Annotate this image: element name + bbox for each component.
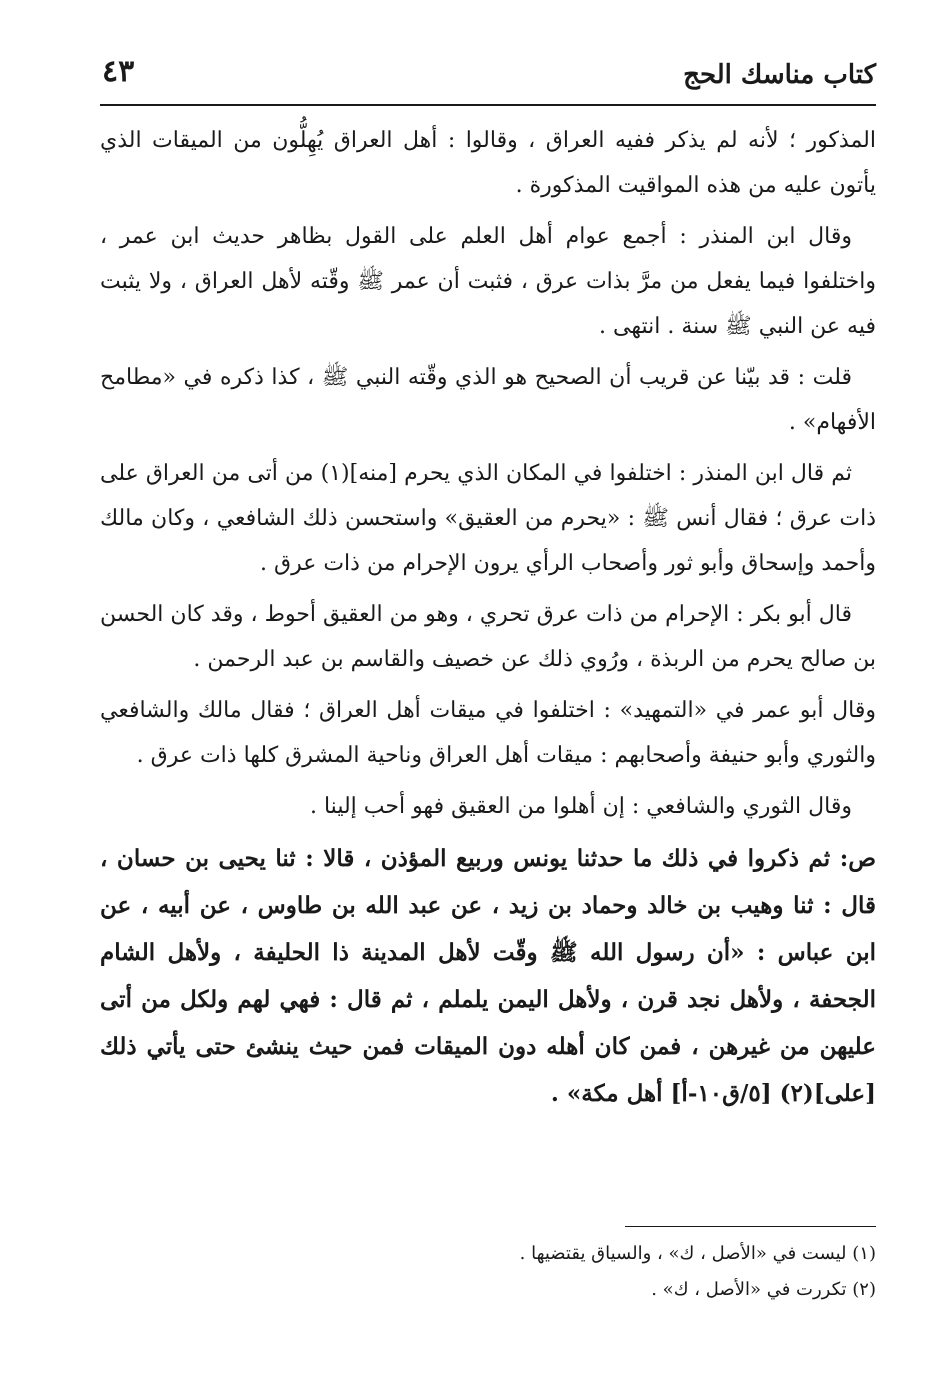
paragraph-6: وقال أبو عمر في «التمهيد» : اختلفوا في ميقات أهل العراق ؛ فقال مالك والشافعي والثوري وأبو حنيفة وأصحابهم : ميقات أهل العراق وناحية المشرق كلها ذات عرق . bbox=[100, 698, 876, 768]
paragraph-1: المذكور ؛ لأنه لم يذكر ففيه العراق ، وقالوا : أهل العراق يُهِلُّون من الميقات الذي يأتون عليه من هذه المواقيت المذكورة . bbox=[100, 128, 876, 198]
footnote-1: (١) ليست في «الأصل ، ك» ، والسياق يقتضيها . bbox=[519, 1243, 876, 1264]
footnote-divider bbox=[625, 1226, 876, 1227]
page-number: ٤٣ bbox=[102, 54, 135, 89]
body-text bbox=[100, 118, 876, 1123]
header-title: كتاب مناسك الحج bbox=[683, 60, 876, 90]
header-divider bbox=[100, 104, 876, 106]
paragraph-3: قلت : قد بيّنا عن قريب أن الصحيح هو الذي وقّته النبي ﷺ ، كذا ذكره في «مطامح الأفهام» . bbox=[100, 365, 876, 435]
paragraph-7: وقال الثوري والشافعي : إن أهلوا من العقيق فهو أحب إلينا . bbox=[309, 794, 852, 819]
paragraph-8-hadith: ص: ثم ذكروا في ذلك ما حدثنا يونس وربيع المؤذن ، قالا : ثنا يحيى بن حسان ، قال : ثنا وهيب بن خالد وحماد بن زيد ، عن عبد الله بن طاوس ، عن أبيه ، عن ابن عباس : «أن رسول الله ﷺ وقّت لأهل المدينة ذا الحليفة ، ولأهل الشام الجحفة ، ولأهل نجد قرن ، ولأهل اليمن يلملم ، ثم قال : فهي لهم ولكل من أتى عليهن من غيرهن ، فمن كان أهله دون الميقات فمن حيث ينشئ حتى يأتي ذلك [على](٢) [٥/ق١٠-أ] أهل مكة» . bbox=[100, 845, 876, 1107]
footnote-2: (٢) تكررت في «الأصل ، ك» . bbox=[651, 1279, 876, 1300]
paragraph-5: قال أبو بكر : الإحرام من ذات عرق تحري ، وهو من العقيق أحوط ، وقد كان الحسن بن صالح يحرم من الربذة ، ورُوي ذلك عن خصيف والقاسم بن عبد الرحمن . bbox=[100, 602, 876, 672]
paragraph-4: ثم قال ابن المنذر : اختلفوا في المكان الذي يحرم [منه](١) من أتى من العراق على ذات عرق ؛ فقال أنس ﷺ : «يحرم من العقيق» واستحسن ذلك الشافعي ، وكان مالك وأحمد وإسحاق وأبو ثور وأصحاب الرأي يرون الإحرام من ذات عرق . bbox=[100, 461, 876, 576]
running-header bbox=[100, 52, 876, 102]
paragraph-2: وقال ابن المنذر : أجمع عوام أهل العلم على القول بظاهر حديث ابن عمر ، واختلفوا فيما يفعل من مرَّ بذات عرق ، فثبت أن عمر ﷺ وقّته لأهل العراق ، ولا يثبت فيه عن النبي ﷺ سنة . انتهى . bbox=[100, 224, 876, 339]
footnotes bbox=[100, 1236, 876, 1308]
